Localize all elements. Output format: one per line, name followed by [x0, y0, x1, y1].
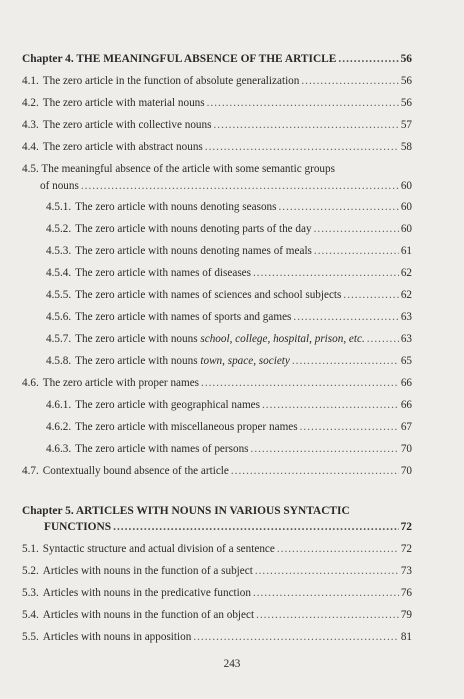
entry-title: The zero article with geographical names: [75, 399, 260, 411]
entry-title: The zero article with names of diseases: [75, 267, 251, 279]
leader-dots: [253, 587, 399, 599]
leader-dots: [343, 289, 398, 301]
entry-title: The zero article with names of sciences and school subjects: [75, 289, 342, 301]
toc-entry-4-5-8: [46, 355, 412, 367]
entry-number: 5.5.: [22, 631, 39, 643]
entry-number: 4.5.3.: [46, 245, 72, 257]
chapter-4-heading: [22, 53, 412, 65]
toc-entry-4-6-2: [46, 421, 412, 433]
entry-title-italic: town, space, society: [200, 355, 290, 367]
toc-entry-4-5-1: [46, 201, 412, 213]
toc-entry-4-5-line2: [40, 180, 412, 192]
chapter-5-heading-line2: [44, 521, 412, 533]
page-ref: 60: [400, 201, 412, 213]
toc-entry-4-5-3: [46, 245, 412, 257]
page-ref: 65: [400, 355, 412, 367]
page-ref: 81: [400, 631, 412, 643]
page-ref: 79: [400, 609, 412, 621]
page-ref: 63: [400, 311, 412, 323]
entry-title: Articles with nouns in the function of a subject: [42, 565, 253, 577]
toc-entry-4-6: [22, 377, 412, 389]
page-ref: 57: [400, 119, 412, 131]
leader-dots: [262, 399, 399, 411]
entry-number: 4.6.1.: [46, 399, 72, 411]
leader-dots: [205, 141, 399, 153]
entry-title: The zero article with nouns denoting seasons: [75, 201, 277, 213]
entry-number: 4.7.: [22, 465, 39, 477]
page-ref: 76: [400, 587, 412, 599]
entry-title: The zero article with nouns: [75, 333, 198, 345]
toc-entry-5-3: [22, 587, 412, 599]
toc-entry-5-1: [22, 543, 412, 555]
page-ref: 62: [400, 289, 412, 301]
page-ref: 73: [400, 565, 412, 577]
entry-number: 4.2.: [22, 97, 39, 109]
entry-number: 5.3.: [22, 587, 39, 599]
page-ref: 60: [400, 223, 412, 235]
chapter-5-heading-line1: [22, 505, 350, 517]
toc-entry-4-5-2: [46, 223, 412, 235]
leader-dots: [253, 267, 399, 279]
page-ref: 63: [400, 333, 412, 345]
entry-number: 4.1.: [22, 75, 39, 87]
leader-dots: [338, 53, 398, 65]
entry-title: The zero article with miscellaneous proper names: [75, 421, 298, 433]
page-ref: 61: [400, 245, 412, 257]
entry-title: The zero article with nouns: [75, 355, 198, 367]
leader-dots: [292, 355, 399, 367]
leader-dots: [314, 223, 399, 235]
entry-number: 4.3.: [22, 119, 39, 131]
entry-number: 4.6.2.: [46, 421, 72, 433]
entry-number: 4.6.: [22, 377, 39, 389]
entry-number: 4.5.: [22, 163, 39, 175]
leader-dots: [207, 97, 399, 109]
entry-number: 4.4.: [22, 141, 39, 153]
toc-entry-4-5-5: [46, 289, 412, 301]
entry-title: Articles with nouns in the predicative function: [42, 587, 251, 599]
leader-dots: [251, 443, 399, 455]
toc-entry-4-2: [22, 97, 412, 109]
page-ref: 66: [400, 377, 412, 389]
leader-dots: [293, 311, 398, 323]
page-ref: 72: [400, 543, 412, 555]
chapter-title: Chapter 4. THE MEANINGFUL ABSENCE OF THE ARTICLE: [22, 53, 337, 65]
leader-dots: [81, 180, 399, 192]
toc-entry-4-5-6: [46, 311, 412, 323]
leader-dots: [314, 245, 399, 257]
page-ref: 72: [400, 521, 412, 533]
toc-entry-4-3: [22, 119, 412, 131]
entry-title: The zero article with names of persons: [75, 443, 249, 455]
toc-entry-4-6-3: [46, 443, 412, 455]
chapter-title-continued: FUNCTIONS: [44, 521, 112, 533]
entry-title: The zero article with material nouns: [42, 97, 205, 109]
page-ref: 56: [400, 75, 412, 87]
toc-entry-5-2: [22, 565, 412, 577]
page-ref: 56: [400, 53, 412, 65]
entry-title: Articles with nouns in apposition: [42, 631, 192, 643]
entry-title: Contextually bound absence of the article: [42, 465, 229, 477]
leader-dots: [301, 75, 398, 87]
entry-number: 5.1.: [22, 543, 39, 555]
entry-number: 4.5.4.: [46, 267, 72, 279]
toc-entry-4-5-4: [46, 267, 412, 279]
entry-title: The zero article with collective nouns: [42, 119, 212, 131]
leader-dots: [256, 609, 399, 621]
entry-title: The zero article with proper names: [42, 377, 200, 389]
entry-title-italic: school, college, hospital, prison, etc.: [200, 333, 365, 345]
entry-title: The zero article with names of sports and games: [75, 311, 292, 323]
page-number: 243: [223, 658, 241, 670]
toc-entry-4-4: [22, 141, 412, 153]
toc-entry-5-5: [22, 631, 412, 643]
page-ref: 56: [400, 97, 412, 109]
toc-entry-5-4: [22, 609, 412, 621]
toc-entry-4-5-line1: [22, 163, 335, 175]
entry-title: Articles with nouns in the function of an object: [42, 609, 255, 621]
entry-number: 4.5.8.: [46, 355, 72, 367]
leader-dots: [113, 521, 399, 533]
entry-title: The meaningful absence of the article with some semantic groups: [41, 163, 335, 175]
entry-number: 5.2.: [22, 565, 39, 577]
toc-entry-4-7: [22, 465, 412, 477]
leader-dots: [277, 543, 399, 555]
page-ref: 58: [400, 141, 412, 153]
leader-dots: [193, 631, 398, 643]
entry-title-continued: of nouns: [40, 180, 79, 192]
entry-number: 4.5.1.: [46, 201, 72, 213]
entry-number: 4.5.6.: [46, 311, 72, 323]
leader-dots: [300, 421, 399, 433]
leader-dots: [201, 377, 399, 389]
entry-number: 4.5.7.: [46, 333, 72, 345]
entry-title: The zero article with abstract nouns: [42, 141, 203, 153]
entry-title: The zero article with nouns denoting names of meals: [75, 245, 312, 257]
leader-dots: [213, 119, 398, 131]
entry-number: 5.4.: [22, 609, 39, 621]
entry-title: Syntactic structure and actual division of a sentence: [42, 543, 275, 555]
chapter-title: Chapter 5. ARTICLES WITH NOUNS IN VARIOUS SYNTACTIC: [22, 505, 350, 517]
entry-title: The zero article in the function of absolute generalization: [42, 75, 300, 87]
entry-title: The zero article with nouns denoting parts of the day: [75, 223, 312, 235]
leader-dots: [279, 201, 399, 213]
page-ref: 66: [400, 399, 412, 411]
page-ref: 70: [400, 465, 412, 477]
toc-entry-4-1: [22, 75, 412, 87]
toc-entry-4-5-7: [46, 333, 412, 345]
page-ref: 62: [400, 267, 412, 279]
entry-number: 4.5.5.: [46, 289, 72, 301]
page-ref: 67: [400, 421, 412, 433]
leader-dots: [255, 565, 399, 577]
leader-dots: [367, 333, 399, 345]
entry-number: 4.5.2.: [46, 223, 72, 235]
toc-entry-4-6-1: [46, 399, 412, 411]
page-ref: 60: [400, 180, 412, 192]
entry-number: 4.6.3.: [46, 443, 72, 455]
page-ref: 70: [400, 443, 412, 455]
leader-dots: [231, 465, 399, 477]
